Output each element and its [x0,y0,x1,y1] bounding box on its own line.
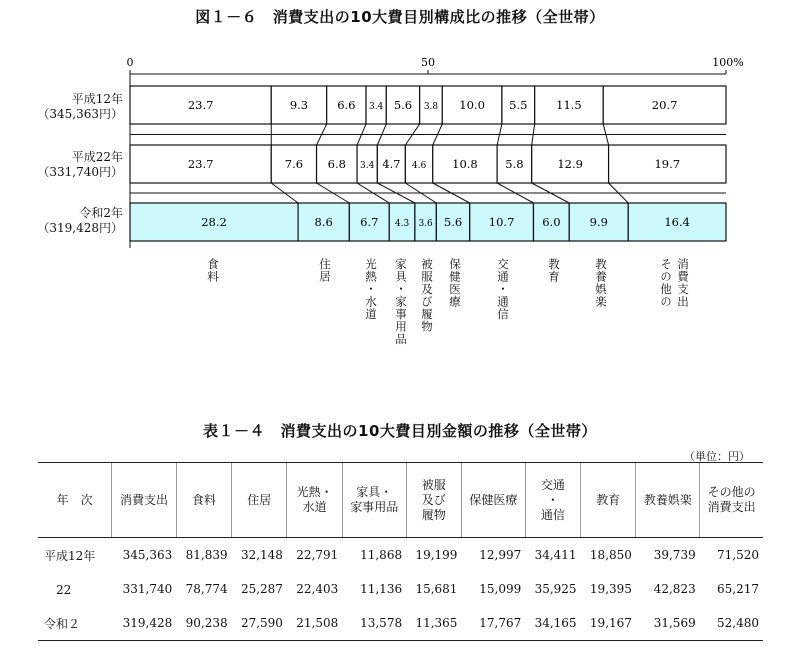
category-label-other-col2: その他の [659,258,673,308]
data-label: 10.0 [459,98,485,112]
table-cell: 78,774 [185,582,228,596]
data-label: 23.7 [187,98,214,112]
data-label: 3.8 [423,102,439,112]
data-label: 6.7 [360,215,379,229]
category-label-medical: 保健医療 [448,258,462,308]
data-label: 20.7 [651,98,678,112]
category-label-housing: 住居 [318,258,332,283]
table-cell: 19,199 [415,548,458,562]
data-label: 11.5 [556,98,582,112]
data-label: 4.7 [382,157,401,171]
category-label-recreation: 教養娯楽 [594,258,608,308]
table-cell: 19,167 [581,606,636,641]
table-header-row [38,463,763,538]
data-label: 3.4 [368,102,384,112]
table-cell: 32,148 [240,548,283,562]
data-label: 5.6 [393,98,413,112]
data-label: 7.6 [284,157,304,171]
x-tick-label: 100% [712,56,744,69]
data-label: 6.8 [327,157,346,171]
data-label: 9.9 [589,215,608,229]
x-tick-label: 0 [126,56,134,69]
table-row [38,572,763,606]
data-label: 5.8 [505,157,524,171]
table-cell: 22,403 [296,582,339,596]
figure-title: 図１－６ 消費支出の10大費目別構成比の推移（全世帯） [195,8,605,26]
table-header-cell: 教養娯楽 [636,463,700,538]
table-cell: 42,823 [653,582,696,596]
table-cell: 15,099 [479,582,522,596]
data-label: 8.6 [314,215,333,229]
table-cell: 90,238 [176,606,231,641]
category-label-education: 教育 [547,258,561,283]
table-cell: 19,395 [589,582,632,596]
table-cell: 331,740 [122,582,173,596]
table-cell: 34,165 [525,606,580,641]
row-label-h12 [20,92,123,122]
table-header-cell: 保健医療 [461,463,525,538]
data-label: 19.7 [654,157,681,171]
table-cell: 13,578 [342,606,406,641]
data-label: 28.2 [201,215,227,229]
table-cell: 319,428 [112,606,177,641]
data-label: 23.7 [187,157,214,171]
table-cell: 34,411 [534,548,577,562]
table-cell: 12,997 [479,548,522,562]
table-header-cell: 光熱・ 水道 [287,463,342,538]
table-cell: 11,136 [360,582,403,596]
table-cell: 25,287 [240,582,283,596]
data-label: 10.8 [452,157,478,171]
table-body [38,538,763,641]
table-cell: 22 [44,582,72,597]
table-header-cell: 食料 [176,463,231,538]
data-label: 12.9 [557,157,583,171]
row-label-r2 [20,206,123,236]
table-cell: 81,839 [185,548,228,562]
table-header-cell: 教育 [581,463,636,538]
data-label: 4.6 [411,161,427,171]
row-label-total: （345,363円） [37,107,123,121]
table-row [38,606,763,641]
table-cell: 71,520 [717,548,759,562]
table-cell: 39,739 [653,548,696,562]
data-label: 16.4 [664,215,690,229]
table-cell: 35,925 [534,582,577,596]
table-cell: 22,791 [296,548,339,562]
table-row [38,538,763,573]
data-label: 5.6 [443,215,463,229]
category-label-furniture: 家具・家事用品 [394,258,408,346]
row-label-h22 [20,150,123,180]
table-header-cell: 交通 ・ 通信 [525,463,580,538]
data-label: 9.3 [289,98,309,112]
table-cell: 18,850 [589,548,632,562]
category-label-transport: 交通・通信 [496,258,510,321]
table-header-cell: 被服 及び 履物 [406,463,461,538]
table-cell: 17,767 [461,606,525,641]
row-label-total: （331,740円） [37,165,123,179]
table-cell: 令和２ [38,606,112,641]
expenditure-table [38,462,763,641]
table-cell: 21,508 [287,606,342,641]
table-header-cell: 年 次 [38,463,112,538]
data-label: 6.0 [542,215,561,229]
table-header-cell: その他の 消費支出 [700,463,763,538]
data-label: 5.5 [509,98,528,112]
table-title: 表１－４ 消費支出の10大費目別金額の推移（全世帯） [203,422,597,440]
table-header-cell: 家具・ 家事用品 [342,463,406,538]
data-label: 3.4 [360,161,375,171]
table-cell: 11,365 [406,606,461,641]
table-cell: 平成12年 [44,548,96,563]
table-cell: 15,681 [415,582,458,596]
table-cell: 31,569 [636,606,700,641]
unit-note: （単位：円） [684,450,750,463]
data-label: 6.6 [337,98,356,112]
table-cell: 27,590 [232,606,287,641]
row-label-year: 令和2年 [79,206,123,220]
table-cell: 65,217 [717,582,759,596]
data-label: 10.7 [488,215,515,229]
data-label: 3.6 [418,219,433,229]
data-label: 4.3 [394,219,410,229]
row-label-year: 平成22年 [71,150,123,164]
table-header-cell: 消費支出 [112,463,177,538]
table-cell: 11,868 [360,548,403,562]
table-header-cell: 住居 [232,463,287,538]
table-cell: 345,363 [122,548,173,562]
category-label-food: 食料 [206,258,220,283]
row-label-total: （319,428円） [37,221,123,235]
table-cell: 52,480 [700,606,763,641]
row-label-year: 平成12年 [71,92,123,106]
category-label-clothing: 被服及び履物 [420,258,434,333]
x-tick-label: 50 [421,56,435,69]
category-label-utilities: 光熱・水道 [364,258,378,321]
category-label-other-col1: 消費支出 [676,258,690,308]
